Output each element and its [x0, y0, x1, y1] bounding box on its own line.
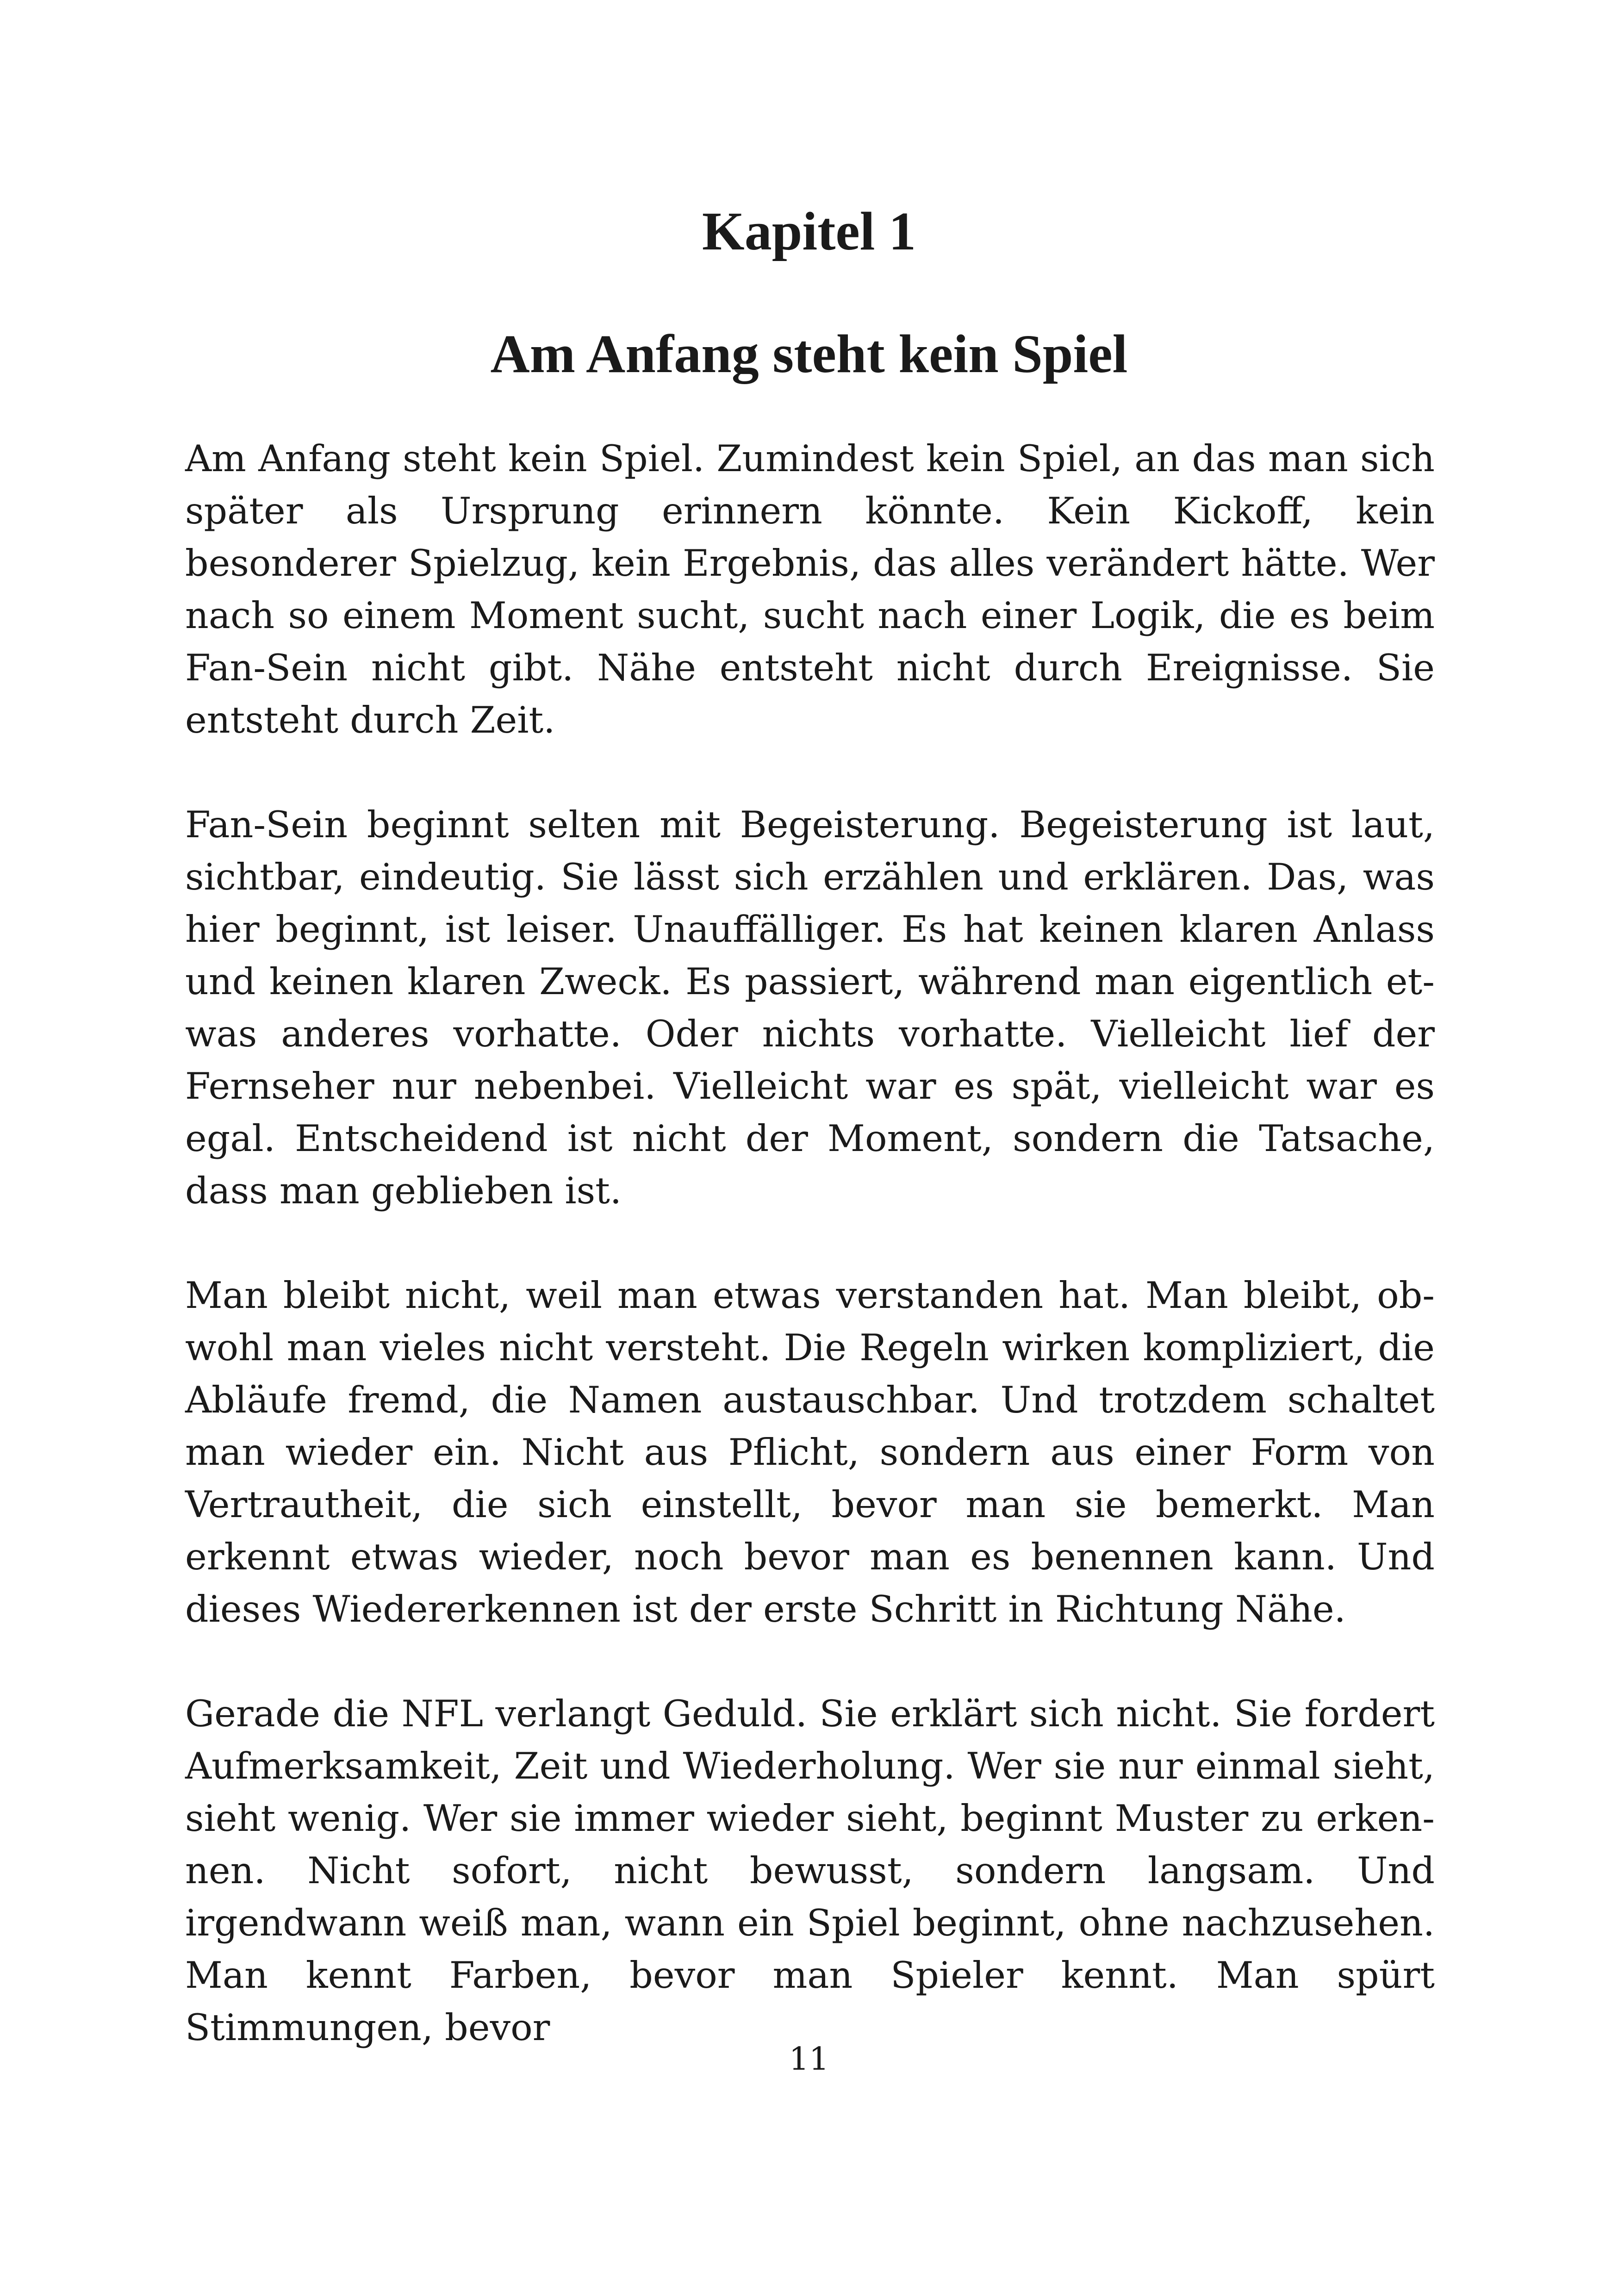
body-text [185, 433, 1435, 2106]
chapter-title: Am Anfang steht kein Spiel [490, 324, 1128, 384]
paragraph: Am Anfang steht kein Spiel. Zumindest kein Spiel, an das man sich später als Ursprung erinnern könnte. Kein Kickoff, kein besonderer Spielzug, kein Ergebnis, das alles verändert hätte. Wer nach so einem Moment sucht, sucht nach einer Logik, die es beim Fan-Sein nicht gibt. Nähe entsteht nicht durch Ereignisse. Sie entsteht durch Zeit. [185, 437, 1435, 741]
page-number: 11 [789, 2041, 829, 2078]
paragraph: Man bleibt nicht, weil man etwas verstanden hat. Man bleibt, obwohl man vieles nicht versteht. Die Regeln wirken kompliziert, die Abläufe fremd, die Namen austauschbar. Und trotzdem schaltet man wieder ein. Nicht aus Pflicht, sondern aus einer Form von Vertrautheit, die sich einstellt, bevor man sie bemerkt. Man erkennt etwas wieder, noch bevor man es benennen kann. Und dieses Wiedererkennen ist der erste Schritt in Richtung Nähe. [185, 1274, 1435, 1630]
chapter-number: Kapitel 1 [702, 201, 916, 261]
paragraph: Gerade die NFL verlangt Geduld. Sie erklärt sich nicht. Sie fordert Aufmerksamkeit, Zeit und Wiederholung. Wer sie nur einmal sieht, sieht wenig. Wer sie immer wieder sieht, beginnt Muster zu erkennen. Nicht sofort, nicht bewusst, sondern langsam. Und irgendwann weiß man, wann ein Spiel beginnt, ohne nachzusehen. Man kennt Farben, bevor man Spieler kennt. Man spürt Stimmungen, bevor [185, 1692, 1435, 2049]
paragraph: Fan-Sein beginnt selten mit Begeisterung. Begeisterung ist laut, sichtbar, eindeutig. Sie lässt sich erzählen und erklären. Das, was hier beginnt, ist leiser. Unauffälliger. Es hat keinen klaren Anlass und keinen klaren Zweck. Es passiert, während man eigentlich etwas anderes vorhatte. Oder nichts vorhatte. Vielleicht lief der Fernseher nur nebenbei. Vielleicht war es spät, vielleicht war es egal. Entscheidend ist nicht der Moment, sondern die Tatsache, dass man geblieben ist. [185, 803, 1435, 1212]
